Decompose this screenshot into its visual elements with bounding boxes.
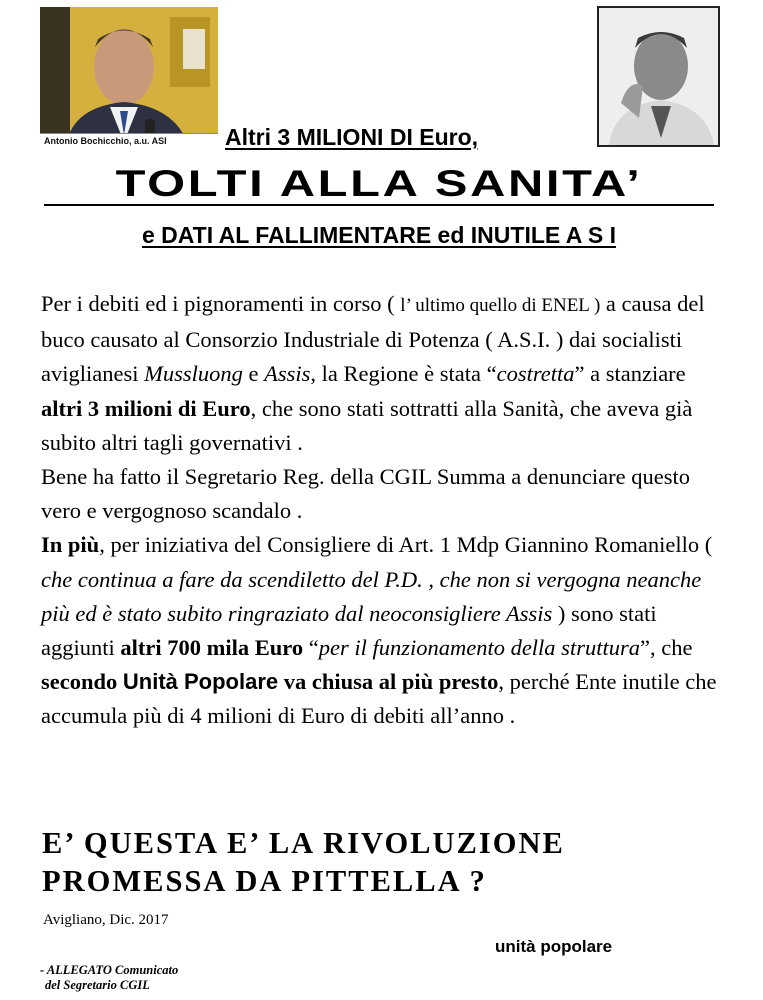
photo-antonio-bochicchio xyxy=(40,7,218,150)
portrait-illustration-bw xyxy=(599,8,718,145)
text-segment: Per i debiti ed i pignoramenti in corso ( xyxy=(41,291,401,316)
closing-question xyxy=(42,824,742,900)
text-segment: ) sono stati aggiunti xyxy=(41,600,657,661)
portrait-illustration xyxy=(40,7,218,150)
headline-main: TOLTI ALLA SANITA’ xyxy=(115,163,643,204)
text-italic-remark: che continua a fare da scendiletto del P.D. , che non si vergogna neanche più ed è stato subito ringraziato dal neoconsigliere Assis xyxy=(41,566,702,626)
quote-funzionamento: per il funzionamento della struttura xyxy=(318,635,640,661)
text-segment: ”, che xyxy=(639,635,693,661)
name-assis: Assis xyxy=(264,361,311,387)
place-date: Avigliano, Dic. 2017 xyxy=(43,912,169,928)
photo-caption xyxy=(40,133,218,150)
text-segment: “ xyxy=(303,635,319,661)
headline-subtitle: e DATI AL FALLIMENTARE ed INUTILE A S I xyxy=(141,222,617,248)
text-segment: a causa del buco causato al Consorzio Industriale di Potenza ( A.S.I. ) dai socialisti aviglianesi xyxy=(41,291,705,387)
text-segment: , che sono stati sottratti alla Sanità, che aveva già subito altri tagli governativi . xyxy=(41,395,693,455)
text-segment: , perché Ente inutile che accumula più di 4 milioni di Euro di debiti all’anno . xyxy=(41,669,717,729)
paragraph-debts xyxy=(41,287,731,460)
article-body xyxy=(41,287,731,734)
headline-amount: Altri 3 MILIONI DI Euro, xyxy=(225,124,479,150)
text-segment: , per iniziativa del Consigliere di Art. 1 Mdp Giannino Romaniello ( xyxy=(99,532,713,558)
text-in-piu: In più xyxy=(41,532,100,558)
text-segment: ” a stanziare xyxy=(574,361,686,387)
word-costretta: costretta xyxy=(496,361,575,387)
paragraph-romaniello xyxy=(41,528,731,733)
text-chiusa: va chiusa al più presto xyxy=(283,669,499,695)
amount-700k: altri 700 mila Euro xyxy=(120,635,304,661)
text-secondo: secondo xyxy=(41,669,123,695)
photo-caption-text: Antonio Bochicchio, a.u. ASI xyxy=(44,136,167,146)
attachment-line1: - ALLEGATO Comunicato xyxy=(40,963,179,977)
text-segment: , la Regione è stata “ xyxy=(310,361,497,387)
closing-question-line1: E’ QUESTA E’ LA RIVOLUZIONE xyxy=(42,826,565,860)
headline-divider xyxy=(44,204,714,206)
name-mussluong: Mussluong xyxy=(144,361,243,387)
attachment-note xyxy=(40,963,178,993)
org-unita-popolare: Unità Popolare xyxy=(122,669,279,695)
photo-portrait-right xyxy=(597,6,720,147)
signature: unità popolare xyxy=(495,937,613,956)
closing-question-line2: PROMESSA DA PITTELLA ? xyxy=(42,864,487,898)
text-segment: e xyxy=(242,361,265,387)
amount-3-million: altri 3 milioni di Euro xyxy=(41,395,251,421)
text-segment-enel: l’ ultimo quello di ENEL ) xyxy=(400,295,601,316)
attachment-line2: del Segretario CGIL xyxy=(45,978,150,992)
paragraph-cgil: Bene ha fatto il Segretario Reg. della CGIL Summa a denunciare questo vero e vergognoso scandalo . xyxy=(41,464,690,524)
